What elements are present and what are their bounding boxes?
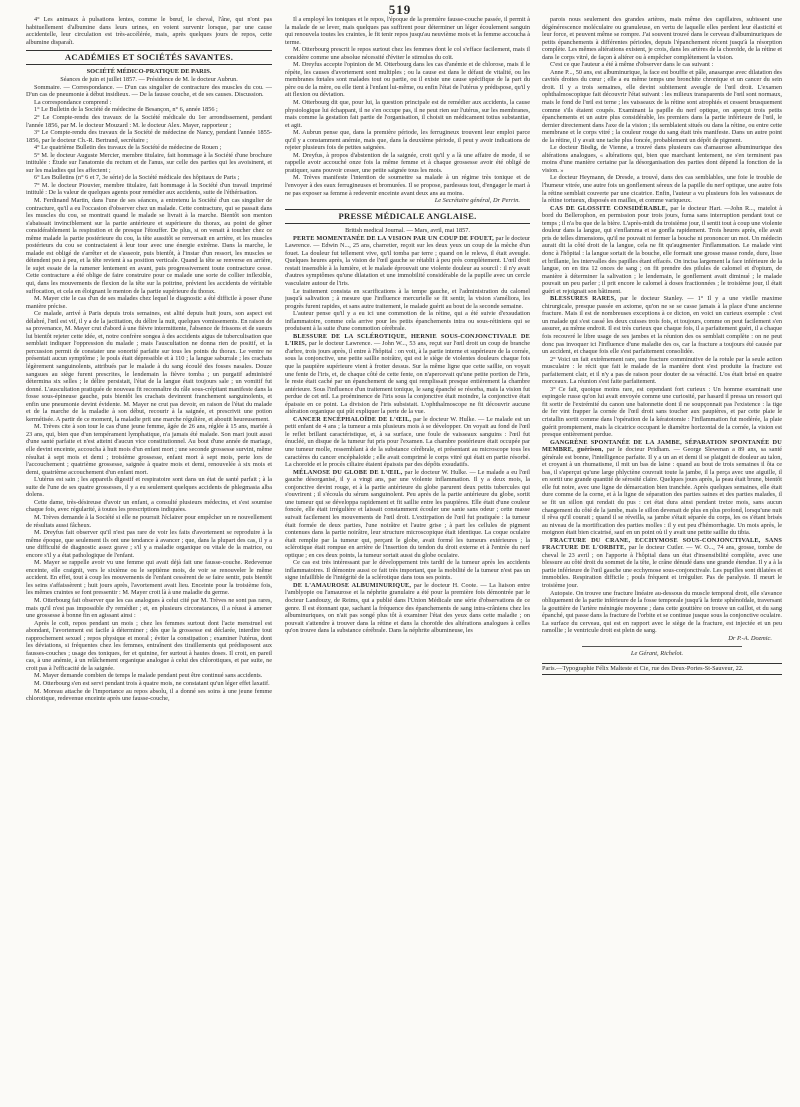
column-1 <box>26 16 272 1102</box>
article-paragraph <box>285 582 530 635</box>
body-paragraph: M. Mayer se rappelle avoir vu une femme qui avait déjà fait une fausse-couche. Redevenue enceinte, elle craignit, vers le sixième ou le septième mois, de voir se renouveler le même accident. En effet, tout à coup les mouvements de l'enfant cessèrent de se faire sentir, puis bientôt les seins s'affaissèrent ; huit jours après, l'avortement avait lieu. Enceinte pour la troisième fois, les mêmes craintes se font pressentir : M. Mayer croit là à une maladie du germe. <box>26 559 272 597</box>
body-paragraph: Anne P..., 50 ans, est albuminurique, la face est bouffie et pâle, anasarque avec dilatation des cavités droites du cœur ; elle a eu même temps une bronchite chronique et un cancer du sein droit. Il y a trois semaines, elle devint subitement aveugle de l'œil droit. L'examen ophthalmoscopique fait découvrir l'état suivant : les milieux transparents de l'œil sont normaux, mais le fond de l'œil est terne ; les vaisseaux de la rétine sont atrophiés et cessent brusquement comme s'ils étaient coupés. Examinant la papille du nerf optique, on aperçut trois petits épanchements et un autre plus considérable, les premiers dans la partie inférieure de l'œil, le dernier directement dans l'axe de la vision ; ils semblaient situés ou dans la rétine, ou entre cette membrane et le corps vitré ; la couleur rouge du sang était très manifeste. Dans un autre point de la rétine, il y avait une tache plus foncée, probablement un dépôt de pigment. <box>542 68 782 144</box>
body-paragraph: M. Otterbourg dit que, pour lui, la question principale est de remédier aux accidents, la cause physiologique lui échappant, il ne s'en occupe pas, il ne peut rien sur l'utérus, sur les membranes, mais comme la gestation fait partie de l'organisation, il choisit un médicament totius substantiæ, et agit. <box>285 99 530 129</box>
author-signature: Dr P.-A. Dozmic. <box>728 634 772 642</box>
article-paragraph <box>285 559 530 582</box>
article-heading: FRACTURE DU CRANE, ECCHYMOSE SOUS-CONJONCTIVALE, SANS FRACTURE DE L'ORBITE, <box>542 536 782 552</box>
body-paragraph: Après le coït, repos pendant un mois ; chez les femmes surtout dont l'acte menstruel est abondant, l'avortement est facile à déterminer ; dès que la grossesse est déclarée, interdire tout rapprochement sexuel ; repos physique et moral ; éviter la constipation ; examiner l'utérus, dont les déviations, si fréquentes chez les femmes, entraînent des tiraillements qui prédisposent aux fausses-couches ; usage des toniques, fer et quinine, fer surtout à hautes doses. Il croit, en pareil cas, à une anémie, à un relâchement organique analogue à celui des chlorotiques, et par suite, ne croit pas à l'efficacité de la saignée. <box>26 619 272 672</box>
column-3 <box>542 16 782 1102</box>
body-paragraph: M. Otterbourg prescrit le repos surtout chez les femmes dont le col s'efface facilement, mais il considère comme une absolue nécessité d'éviter le stimulus du coït. <box>285 46 530 61</box>
body-paragraph: 5° M. le docteur Auguste Mercier, membre titulaire, fait hommage à la Société d'une brochure intitulée : Étude sur l'anatomie du rectum et de l'anus, sur celle des parties qui les avoisinent, et sur les maladies qui les affectent ; <box>26 151 272 174</box>
body-paragraph: M. Dreyfus accepte l'opinion de M. Otterbourg dans les cas d'anémie et de chlorose, mais il le répète, les causes d'avortement sont multiples ; ou la cause est dans le défaut de vitalité, ou les membranes fœtales sont malades tout ou partie, ou il existe une cause spécifique de la part du père ou de la mère, ou elle tient à l'enfant lui-même, ou enfin l'état de l'utérus y prédispose, qu'il y ait flexion ou déviation. <box>285 61 530 99</box>
body-paragraph: M. Mayer cite le cas d'un de ses malades chez lequel le diagnostic a été difficile à poser d'une manière précise. <box>26 295 272 310</box>
article-text: Autopsie. On trouve une fracture linéaire au-dessous du muscle temporal droit, elle s'avance obliquement de la partie inférieure de la fosse temporale jusqu'à la fente sphénoïdale, traversant la gouttière de l'artère méningée moyenne ; dans cette gouttière on trouve un caillot, et du sang épanché, qui passe dans la fracture de l'orbite et se continue jusque sous la conjonctive oculaire. La surface du cerveau, qui est en rapport avec le siège de la fracture, est injectée et un peu ramollie ; le ventricule droit est plein de sang. <box>542 589 782 635</box>
body-paragraph: parois nous seulement des grandes artères, mais même des capillaires, subissent une dégénérescence moléculaire ou granuleuse, en vertu de laquelle elles perdent leur élasticité et leur force, et peuvent même se rompre. J'ai souvent trouvé dans le cerveau d'albuminuriques de petits épanchements à différentes périodes, depuis l'épanchement récent jusqu'à la résorption complète. Les mêmes altérations existent, je crois, dans les artères de la choroïde, de la rétine et dans le corps vitré, de façon à altérer ou à empêcher complètement la vision. <box>542 16 782 61</box>
article-paragraph <box>542 295 782 355</box>
body-paragraph: M. Otterbourg s'en est servi pendant trois à quatre mois, ne constatant qu'un léger effet laxatif. <box>34 679 270 687</box>
body-paragraph: 6° Les Bulletins (n° 6 et 7, 3e série) de la Société médicale des hôpitaux de Paris ; <box>34 174 240 182</box>
body-paragraph: Le docteur Heymann, de Dresde, a trouvé, dans des cas semblables, une foie le trouble de l'humeur vitrée, une autre fois un gonflement séreux de la papille du nerf optique, une autre fois la rétine semblait couverte par une cicatrice. Enfin, l'auteur a vu plusieurs fois les vaisseaux de la rétine tortueux, disposés en mailles, et comme variqueux. <box>542 174 782 205</box>
article-text: 2° Voici un fait extrêmement rare, une fracture comminutive de la rotule par la seule action musculaire : le récit que fait le malade de la manière dont s'est produite la fracture est parfaitement clair, et il n'y a pas de raison pour douter de sa véracité. L'os était brisé en quatre morceaux. La réunion s'est faite parfaitement. <box>542 355 782 386</box>
article-paragraph <box>285 416 530 469</box>
body-paragraph: M. Ferdinand Martin, dans l'une de ses séances, a entretenu la Société d'un cas singulier de contracture, qu'il a eu l'occasion d'observer chez un malade. Cette contracture, qui se passait dans les muscles du cou, se montrait quand le malade se livrait à la marche. Bientôt son menton s'abaissait invinciblement sur la partie antérieure et supérieure du thorax, au point de gêner considérablement la respiration et de presque l'étouffer. De plus, si on venait à toucher chez ce même malade la partie postérieure du cou, la tête aussitôt se renversait en arrière, et les muscles postérieurs du cou se contractaient à leur tour avec une énergie extrême. Dans la marche, le malade est obligé de s'arrêter et de s'asseoir, puis bientôt, à l'instar d'un ressort, les muscles se détendent peu à peu, et la tête revient à sa position verticale. Quand la tête se renverse en arrière, le sujet essaie de la ramener lentement en avant, puis progressivement toute contracture cesse. Cette contracture a été oblige de faire construire pour ce malade une sorte de collier inflexible, qui, dans les mouvements de flexion de la tête sur la poitrine, prévient les accidents de véritable suffocation, et cela en éloignant le menton de la partie supérieure du thorax. <box>26 196 272 295</box>
article-paragraph <box>542 537 782 590</box>
article-text: par le docteur Lawrence. — Edwin N..., 25 ans, charretier, reçoit sur les deux yeux un coup de la mèche d'un fouet. La douleur fut tellement vive, qu'il tomba par terre ; quand on le releva, il était aveugle. Quelques heures après, la vision de l'œil gauche se rétablit à peu près complètement. L'œil droit restait insensible à la lumière, et le malade éprouvait une violente douleur au sourcil : il n'y avait d'autres symptômes qu'une dilatation et une immobilité considérable de la pupille avec un cercle vasculaire autour de l'iris. <box>285 234 530 287</box>
society-session-line: Séances de juin et juillet 1857. — Présidence de M. le docteur Aubrun. <box>60 76 238 84</box>
article-paragraph <box>542 439 782 537</box>
body-paragraph: M. Otterbourg fait observer que les cas analogues à celui cité par M. Trèves ne sont pas rares, mais qu'il n'est pas impossible d'y remédier ; et, en plusieurs circonstances, il a réussi à amener une grossesse à bonne fin en agissant ainsi : <box>26 596 272 620</box>
article-paragraph <box>542 386 782 439</box>
article-heading: GANGRÈNE SPONTANÉE DE LA JAMBE, SÉPARATION SPONTANÉE DU MEMBRE, guérison, <box>542 438 782 454</box>
body-paragraph: M. Moreau attache de l'importance au repos absolu, il a donné ses soins à une jeune femme chlorotique, redevenue enceinte après une fausse-couche, <box>26 687 272 703</box>
column-3-body <box>542 16 782 205</box>
section-title-academies: ACADÉMIES ET SOCIÉTÉS SAVANTES. <box>26 50 272 65</box>
article-text: par le docteur Lawrence. — John W..., 53 ans, reçut sur l'œil droit un coup de branche d'arbre, trois jours après, il entre à l'hôpital : on voit, à la partie interne et supérieure de la cornée, sous la conjonctive, une petite saillie noirâtre, qui est le siège de violentes douleurs chaque fois que la paupière supérieure vient à frotter dessus. Sur la même ligne que cette saillie, on voyait une fente de l'iris, et, de chaque côté de cette fente, on n'apercevait qu'une petite portion de l'iris, le reste était caché par un épanchement de sang qui remplissait presque entièrement la chambre antérieure. Sous l'influence d'un traitement tonique, le sang épanché se résorba, mais la vision fut perdue de cet œil. La proéminence de l'iris sous la conjonctive était moindre, la conjonctive était épaissie en ce point. La division de l'iris subsistait. L'ophthalmoscope ne fit découvrir aucune altération organique qui pût expliquer la perte de la vue. <box>285 340 530 416</box>
article-text: L'auteur pense qu'il y a eu ici une commotion de la rétine, qui a été suivie d'exsudation inflammatoire, comme cela arrive pour les petits épanchements intra ou sous-rétiniens qui se produisent à la suite d'une commotion cérébrale. <box>285 310 530 333</box>
article-heading: DE L'AMAUROSE ALBUMINURIQUE, <box>293 581 412 589</box>
article-text: par le docteur H. Coote. — La liaison entre l'amblyopie ou l'amaurose et la néphrite granulaire a été pour la première fois démontrée par le docteur Landouzy, de Reims, qui a publié dans l'Union Médicale une série d'observations de ce genre. Il est étonnant que, sachant la fréquence des épanchements de sang intra-crâniens chez les albuminuriques, on n'ait pas songé plus tôt à examiner l'état des yeux dans cette maladie ; on pouvait s'attendre à trouver dans la rétine et dans la choroïde des altérations analogues à celles qu'on trouve dans la substance cérébrale. Dans la néphrite albumineuse, les <box>285 581 530 635</box>
article-heading: BLESSURE DE LA SCLÉROTIQUE, HERNIE SOUS-CONJONCTIVALE DE L'IRIS, <box>285 332 530 348</box>
imprint-line: Paris.—Typographie Félix Malteste et Cie, rue des Deux-Portes-St-Sauveur, 22. <box>542 663 782 675</box>
body-paragraph: 2° Le Compte-rendu des travaux de la Société médicale du 1er arrondissement, pendant l'année 1856, par M. le docteur Mouzard : M. le docteur Alex. Mayer, rapporteur ; <box>26 113 272 129</box>
article-paragraph <box>285 333 530 416</box>
body-paragraph: L'utérus est sain ; les appareils digestif et respiratoire sont dans un état de santé parfait ; à la suite de l'une de ses quatre grossesses, il y a eu seulement quelques accidents de phlegmasia alba dolens. <box>26 476 272 499</box>
body-paragraph: M. Dreyfus fait observer qu'il n'est pas rare de voir les faits d'avortement se reproduire à la même époque, que seulement ils ont une tendance à avancer ; que, dans la plupart des cas, il y a une difficulté de diagnostic assez grave ; s'il y a maladie organique ou vitale de la matrice, ou encore s'il y a état pathologique de l'enfant. <box>26 529 272 559</box>
column-1-body <box>26 99 272 703</box>
article-heading: PERTE MOMENTANÉE DE LA VISION PAR UN COUP DE FOUET, <box>293 234 494 242</box>
body-paragraph: Ce malade, arrivé à Paris depuis trois semaines, est alité depuis huit jours, son aspect est délabré, l'œil est vif, il y a de la jactitation, du délire la nuit, quelques vomissements. En raison de sa provenance, M. Mayer crut d'abord à une fièvre intermittente, l'absence de frissons et de sueurs lui bientôt rejeter cette idée, et, notre confrère songea à des accidents aigus de tuberculisation que semblait indiquer l'oppression du malade ; mais l'auscultation ne donna rien de positif, et la percussion permit de constater une sonorité parfaite sur tous les points du thorax. Le ventre ne présentait aucun symptôme ; le pouls était dépressible et à 110 ; la langue saburrale ; les crachats légèrement sanguinolents, attribués par le malade à du sang écoulé des fosses nasales. Douze sangsues au siège furent prescrites, le lendemain la fièvre tomba ; un purgatif administré détermina six selles ; le délire persistait, l'état de la langue était toujours sale ; un vomitif fut donné. L'auscultation pratiquée de nouveau fit reconnaître du râle sous-crépitant manifeste dans la fosse sous-épineuse gauche, puis bientôt les crachats devinrent franchement sanguinolents, et enfin une pneumonie devint évidente. M. Mayer ne crut pas devoir, en raison de l'état du malade et de la marche de la maladie à son début, recourir à la saignée, et prescrivit une potion kermétisée. A partir de ce moment, la maladie prit une marche régulière, et aboutit heureusement. <box>26 310 272 423</box>
body-paragraph: M. Aubrun pense que, dans la première période, les ferrugineux trouvent leur emploi parce qu'il y a constamment anémie, mais que, dans la deuxième période, il peut y avoir indications de rejeter plusieurs fois de petites saignées. <box>285 129 530 152</box>
secretary-signature: Le Secrétaire général, Dr Perrin. <box>434 197 520 205</box>
divider <box>582 646 742 647</box>
body-paragraph: Le docteur Bisdig, de Vienne, a trouvé dans plusieurs cas d'amaurose albuminurique des altérations analogues, « altérations qui, bien que marchant lentement, ne s'en terminent pas moins d'une manière certaine par la désorganisation des parties dont dépend la fonction de la vision. » <box>542 144 782 174</box>
body-paragraph: M. Mayer demande combien de temps le malade pendant peut être continué sans accidents. <box>34 672 263 680</box>
page-number: 519 <box>388 2 412 17</box>
article-paragraph <box>285 288 530 311</box>
article-text: Le traitement consista en scarifications à la tempe gauche, et l'administration du calomel jusqu'à salivation ; à mesure que l'influence mercurielle se fit sentir, la vision s'améliora, les progrès furent rapides, et sans autre traitement, le malade guérit au bout de la seconde semaine. <box>285 287 530 310</box>
article-text: par le docteur W. Hulke. — Le malade est un petit enfant de 4 ans ; la tumeur a mis plusieurs mois à se développer. On voyait au fond de l'œil le reflet brillant caractéristique, et, à sa surface, une foule de vaisseaux sanguins : l'œil fut énucléé, un disque de la tumeur fut pris pour l'examen. La chambre postérieure était occupée par une tumeur molle, ressemblant à de la substance cérébrale, et présentant au microscope tous les caractères du cancer encéphaloïde ; elle avait comprimé le corps vitré qui était en partie résorbé. La choroïde et le procès ciliaire étaient épaissis par des dépôts exsudatifs. <box>285 415 530 469</box>
body-paragraph: 1° Le Bulletin de la Société de médecine de Besançon, n° 6, année 1856 ; <box>34 106 218 114</box>
intro-paragraph: 4° Les animaux à pulsations lentes, comme le bœuf, le cheval, l'âne, qui n'ont pas habituellement d'albumine dans leurs urines, en voient survenir lorsque, par une cause accidentelle, leur circulation est très-accélérée, mais, après quelques jours de repos, cette albumine disparaît. <box>26 16 272 46</box>
article-text: par le docteur Cutler. — W. O..., 74 ans, grosse, tombe de cheval le 23 avril ; on l'apporte à l'hôpital dans un état d'insensibilité complète, avec une blessure au côté droit du sommet de la tête, le crâne dénudé dans une grande étendue. Il y a à la partie inférieure de l'œil gauche une ecchymose sous-conjonctivale. Les pupilles sont dilatées et immobiles. Respiration difficile ; pouls fréquent et irrégulier. Pas de paralysie. Il meurt le troisième jour. <box>542 544 782 590</box>
body-paragraph: La correspondance comprend : <box>34 98 112 106</box>
article-paragraph <box>285 235 530 288</box>
article-paragraph <box>542 205 782 296</box>
article-paragraph <box>285 469 530 560</box>
article-heading: MÉLANOSE DU GLOBE DE L'ŒIL, <box>293 468 403 476</box>
article-heading: CAS DE GLOSSITE CONSIDÉRABLE, <box>550 204 668 212</box>
body-paragraph: M. Dreyfus, à propos d'abstention de la saignée, croit qu'il y a là une affaire de mode, il se rappelle avoir accouché onze fois la même femme et à chaque grossesse avoir été obligé de pratiquer, sans pouvoir cesser, une petite saignée tous les mois. <box>285 151 530 174</box>
body-paragraph: 7° M. le docteur Piouvier, membre titulaire, fait hommage à la Société d'un travail imprimé intitulé : De la valeur de quelques agents pour remédier aux accidents, suite de l'éthérisation. <box>26 181 272 197</box>
body-paragraph: M. Trèves demande à la Société si elle ne pourrait l'éclairer pour empêcher un re nouvellement de résultats aussi fâcheux. <box>26 513 272 529</box>
body-paragraph: 3° Le Compte-rendu des travaux de la Société de médecine de Nancy, pendant l'année 1855-1856, par le docteur Ch.-R. Bertrand, secrétaire ; <box>26 129 272 144</box>
gerant-line: Le Gérant, Richelot. <box>630 649 684 657</box>
article-text: par le docteur Pridham. — George Slewenan a 89 ans, sa santé générale est bonne, l'intelligence parfaite. Il y a un an et demi il se plaignit de douleur au talon, et croyant à un rhumatisme, il mit un bas de laine : quand au bout de trois semaines il ôta ce bas, il s'aperçut qu'une large phlyctène couvrait toute la jambe, il la perça avec une aiguille, il en sortit une grande quantité de sérosité claire. Quelques jours après, la peau était brune, bientôt elle fut noire, avec une ligne de démarcation bien tranchée. Après quelques semaines, elle était dure comme de la corne, et à la ligne de séparation des parties saines et des parties malades, il se fit un sillon qui rendait du pus : cet état dura ainsi pendant treize mois, sans aucun changement du côté de la jambe, mais le sillon devenait de plus en plus profond, lorsqu'une nuit il rêva qu'il courait ; quand il se réveilla, sa jambe s'était séparée du corps, les os s'étant brisés au niveau de la mortification des parties molles : il y eut peu d'hémorrhagie. Un mois après, le moignon était bien cicatrisé, sauf en un point où il y avait une petite saillie du tibia. <box>542 446 782 537</box>
article-heading: BLESSURES RARES, <box>550 295 617 303</box>
body-paragraph: M. Trèves manifeste l'intention de soumettre sa malade à un régime très tonique et de l'envoyer à des eaux ferrugineuses et bromurées. Il se propose, pardessus tout, d'engager le mari à ne pas exposer sa femme à redevenir enceinte avant deux ans au moins. <box>285 174 530 197</box>
section-title-press: PRESSE MÉDICALE ANGLAISE. <box>285 209 530 224</box>
article-text: par le docteur W. Hulke. — Le malade a eu l'œil gauche désorganisé, il y a vingt ans, par une violente inflammation. Il y a deux mois, la conjonctive devint rouge, et à la partie antérieure du globe parurent deux petits tubercules qui s'ouvrirent ; il s'écoula du sérum sanguinolent. Peu après de la partie antérieure du globe, sortit une tumeur qui se développa rapidement et fit saillie entre les paupières. Elle était d'une couleur foncée, elle était irrégulière et laissait constamment écouler une sanie sans odeur ; cette masse suivait facilement les mouvements de l'œil droit. L'extirpation de l'œil fut pratiquée : la tumeur était formée de deux parties, l'une noirâtre et l'autre grise ; à part les cellules de pigment contenues dans la partie noirâtre, leur structure microscopique était identique. La coque oculaire était remplie par la tumeur qui, perçant le globe, avait formé les tumeurs extérieures ; la sclérotique était rompue en arrière de l'insertion du tendon du droit externe et à l'entrée du nerf optique ; en ces deux points, la tumeur sortait aussi du globe oculaire. <box>285 468 530 559</box>
body-paragraph: 4° Le quatrième Bulletin des travaux de la Société de médecine de Rouen ; <box>34 144 222 152</box>
press-source-line: British medical Journal. — Mars, avril, mai 1857. <box>345 227 470 235</box>
article-text: par le docteur Stanley. — 1° Il y a une vieille maxime chirurgicale, presque passée en axiome, qu'on ne se se casse jamais à la place d'une ancienne fracture. Mais il est de nombreuses exceptions à ce dicton, en voici un curieux exemple : c'est un malade qui s'est cassé les deux cuisses trois fois, et toujours, comme on peut facilement s'en assurer, au même endroit. Il est très curieux que chaque fois, il a parfaitement guéri, il a chaque fois recouvré le libre usage de ses jambes et la réunion des os semblait complète : on ne peut donc pas invoquer ici l'influence d'une maladie des os, car la fracture a toujours été causée par un accident, et chaque fois elle s'est parfaitement consolidée. <box>542 295 782 356</box>
article-paragraph <box>542 356 782 386</box>
column-2-body <box>285 16 530 197</box>
article-text: par le docteur Hart. —John R..., matelot à bord du Bellerophon, en permission pour trois jours, fuma sans interruption pendant tout ce temps ; il n'a bu que de la bière. L'après-midi du troisième jour, il sentit tout à coup une violente douleur dans la langue, qui s'enflamma et se gonfla rapidement. Trois heures après, elle avait pris de telles dimensions, qu'il ne pouvait ni fermer la bouche ni prononcer un mot. Un médecin aurait dit la côté droit de la langue, cela ne fit qu'augmenter l'inflammation. Le malade vint donc à l'hôpital : la langue sortait de la bouche, elle formait une grosse masse ronde, dure, lisse et brillante, les intervalles des papilles étant effacés. On incisa largement la face inférieure de la langue, on en tira 12 onces de sang ; on fit prendre des pilules de calomel et d'opium, de manière à déterminer la salivation ; le lendemain, le gonflement avait diminué ; le malade pouvait un peu parler ; il prit encore le calomel à doses fractionnées ; le troisième jour, il était guéri et rejoignait son bâtiment. <box>542 204 782 295</box>
article-heading: CANCER ENCÉPHALOÏDE DE L'ŒIL, <box>293 415 412 423</box>
body-paragraph: Il a employé les toniques et le repos, l'époque de la première fausse-couche passée, il permit à la malade de se lever, mais quelques pas suffirent pour déterminer un léger écoulement sanguin qui renouvela toutes les craintes, le fit tenir repos jusqu'au neuvième mois et la femme accoucha à terme. <box>285 16 530 46</box>
society-title: SOCIÉTÉ MÉDICO-PRATIQUE DE PARIS. <box>86 68 212 76</box>
body-paragraph: C'est ce que l'auteur a été à même d'observer dans le cas suivant : <box>550 61 714 69</box>
article-text: 3° Ce fait, quoique moins rare, est cependant fort curieux : Un homme examinait une espingole russe qu'on lui avait envoyée comme une curiosité, par hasard il pressa un ressort qui fit sortir de l'extrémité du canon une baïonnette dont il ne soupçonnait pas l'existence : la tige de fer vint frapper la cornée de l'œil droit sans toucher aux paupières, et par cette plaie le cristallin sortit comme dans l'opération de la kératotomie : l'inflammation fut modérée, la plaie guérit promptement, mais la cicatrice occupant le diamètre horizontal de la cornée, la vision est presque entièrement perdue. <box>542 385 782 439</box>
column-2-articles <box>285 235 530 635</box>
body-paragraph: Cette dame, très-désireuse d'avoir un enfant, a consulté plusieurs médecins, et s'est soumise chaque fois, avec régularité, à toutes les prescriptions indiquées. <box>26 498 272 514</box>
summary-paragraph: Sommaire. — Correspondance. — D'un cas singulier de contracture des muscles du cou. — D'un cas de pneumonie à début insidieux. — De la fausse couche, et de ses causes. Discussion. <box>26 83 272 99</box>
article-paragraph <box>285 310 530 333</box>
column-3-articles <box>542 205 782 635</box>
article-paragraph <box>542 590 782 635</box>
article-text: Ce cas est très intéressant par le développement très tardif de la tumeur après les accidents inflammatoires. Il démontre aussi ce fait très important, que la mobilité de la tumeur n'est pas un signe infaillible de l'intégrité de la sclérotique dans tous ses points. <box>285 559 530 582</box>
body-paragraph: M. Trèves cite à son tour le cas d'une jeune femme, âgée de 26 ans, réglée à 15 ans, mariée à 23 ans, qui, bien que d'un tempérament lymphatique, n'a jamais été malade. Son mari jouit aussi d'une santé parfaite et n'est atteint d'aucun vice constitutionnel. Au bout d'une année de mariage, elle devint enceinte, accoucha à huit mois d'un enfant mort ; une seconde grossesse survint, même résultat à sept mois et demi ; troisième grossesse, enfant mort à sept mois, perte lors de l'accouchement ; quatrième grossesse, saignée à quatre mois et demi, renouvelée à six mois et demi, quatrième accouchement d'un enfant mort. <box>26 423 272 476</box>
column-2 <box>285 16 530 1102</box>
